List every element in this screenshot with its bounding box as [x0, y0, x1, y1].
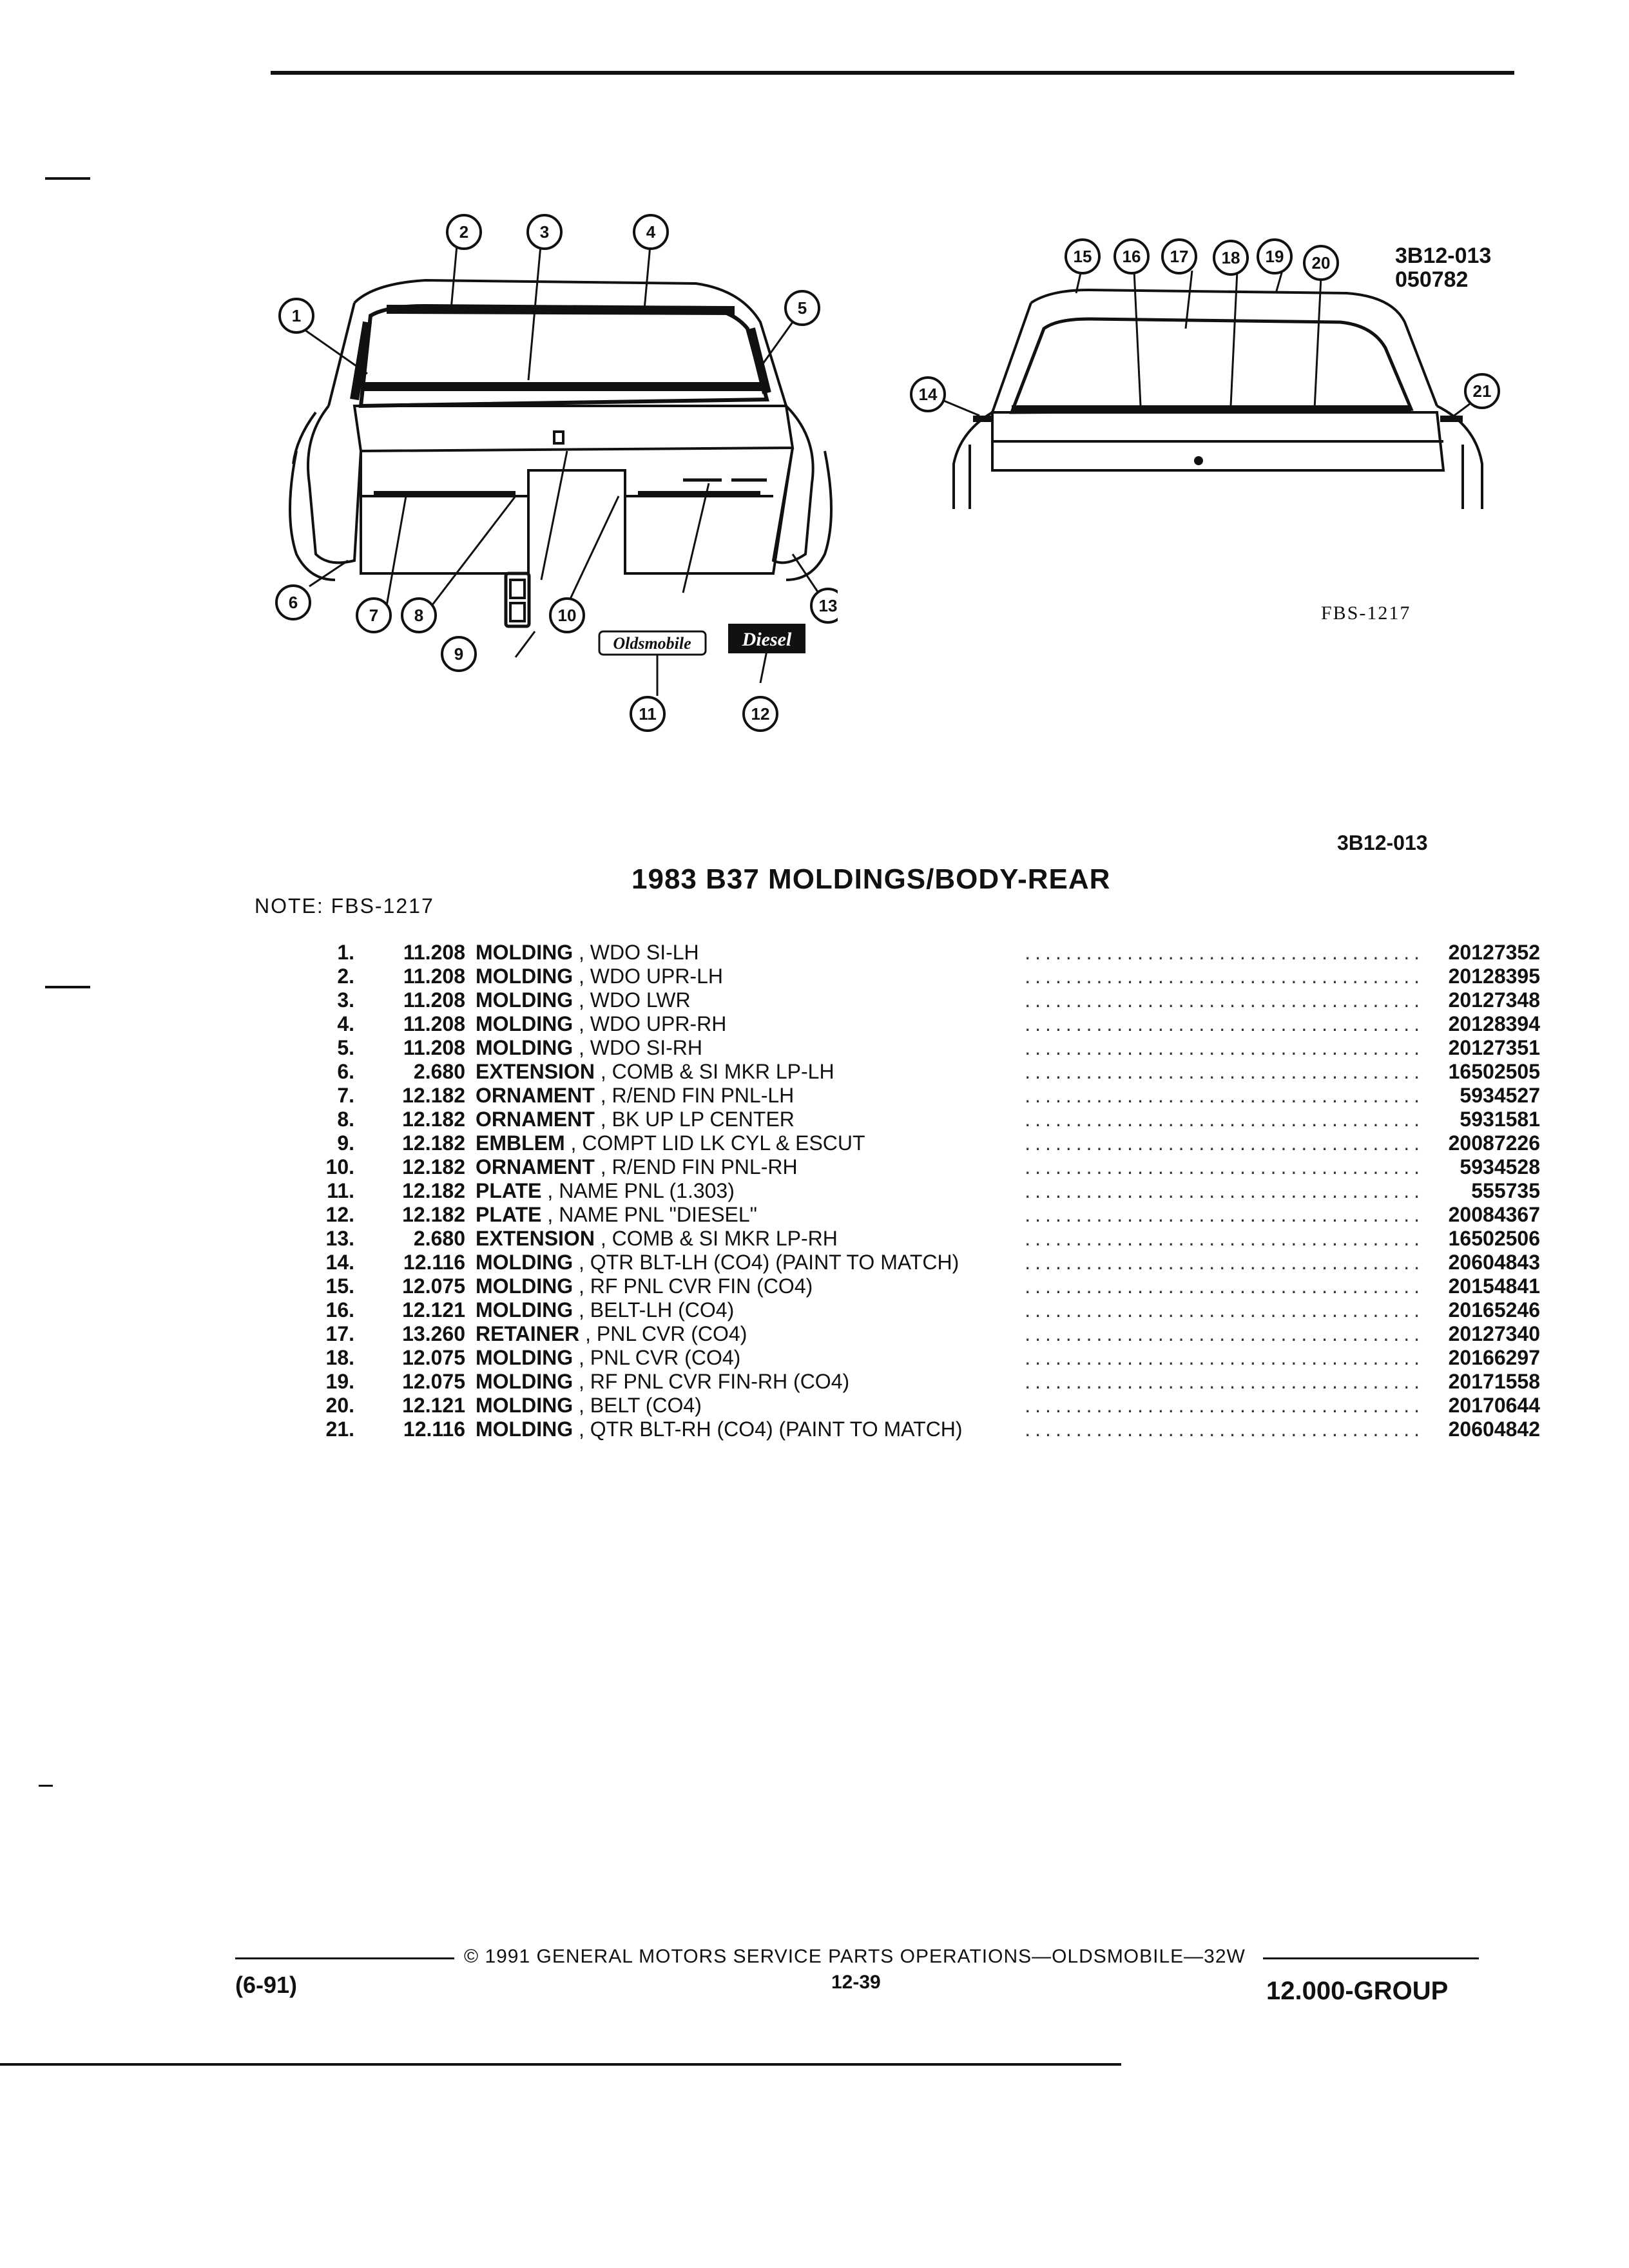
description	[476, 1108, 795, 1131]
part-name: MOLDING	[476, 988, 574, 1012]
table-row	[303, 1108, 1540, 1131]
callout-7: 7	[369, 606, 379, 625]
table-row	[303, 1060, 1540, 1084]
leader-dots: .......................................	[1025, 1298, 1424, 1321]
part-desc: , QTR BLT-LH (CO4) (PAINT TO MATCH)	[578, 1251, 959, 1274]
copyright: © 1991 GENERAL MOTORS SERVICE PARTS OPERATIONS—OLDSMOBILE—32W	[464, 1946, 1246, 1967]
description	[476, 988, 691, 1012]
item-number: 17.	[325, 1322, 354, 1345]
description	[476, 965, 723, 988]
part-desc: , PNL CVR (CO4)	[585, 1322, 747, 1345]
part-number: 20127348	[1448, 988, 1540, 1012]
group-number: 12.182	[402, 1179, 465, 1202]
group-number: 12.182	[402, 1084, 465, 1107]
group-number: 12.182	[402, 1108, 465, 1131]
table-row	[303, 1036, 1540, 1060]
callout-11: 11	[639, 704, 657, 724]
figure-ref-code: 3B12-013	[1395, 244, 1492, 268]
item-number: 5.	[337, 1036, 354, 1059]
group-number: 12.182	[402, 1131, 465, 1155]
leader-dots: .......................................	[1025, 1012, 1424, 1035]
item-number: 13.	[325, 1227, 354, 1250]
group-number: 2.680	[413, 1060, 465, 1083]
description	[476, 1012, 726, 1036]
part-number: 20087226	[1448, 1131, 1540, 1155]
part-desc: , NAME PNL "DIESEL"	[547, 1203, 758, 1226]
leader-dots: .......................................	[1025, 1227, 1424, 1250]
part-name: MOLDING	[476, 1394, 574, 1417]
description	[476, 1394, 702, 1418]
callout-13: 13	[818, 596, 838, 615]
table-row	[303, 1179, 1540, 1203]
description	[476, 941, 699, 965]
page-title: 1983 B37 MOLDINGS/BODY-REAR	[631, 863, 1111, 895]
group-number: 12.075	[402, 1370, 465, 1393]
part-desc: , COMPT LID LK CYL & ESCUT	[570, 1131, 865, 1155]
callout-6: 6	[288, 593, 298, 612]
part-number: 20154841	[1448, 1274, 1540, 1298]
part-name: PLATE	[476, 1179, 542, 1202]
part-number: 20127351	[1448, 1036, 1540, 1059]
item-number: 16.	[325, 1298, 354, 1321]
item-number: 20.	[325, 1394, 354, 1417]
part-number: 5934528	[1460, 1155, 1540, 1178]
item-number: 2.	[337, 965, 354, 988]
part-desc: , WDO LWR	[578, 988, 691, 1012]
leader-dots: .......................................	[1025, 1203, 1424, 1226]
leader-dots: .......................................	[1025, 1322, 1424, 1345]
table-row	[303, 988, 1540, 1012]
part-name: ORNAMENT	[476, 1108, 595, 1131]
margin-mark	[39, 1785, 53, 1787]
callout-3: 3	[539, 222, 550, 242]
page-number: 12-39	[831, 1972, 881, 1993]
group-number: 12.116	[403, 1251, 465, 1274]
leader-dots: .......................................	[1025, 1370, 1424, 1393]
bottom-rule	[0, 2063, 1121, 2066]
table-row	[303, 1203, 1540, 1227]
callout-17: 17	[1170, 247, 1189, 266]
part-number: 20127352	[1448, 941, 1540, 964]
part-desc: , R/END FIN PNL-RH	[600, 1155, 798, 1178]
part-number: 5931581	[1460, 1108, 1540, 1131]
leader-dots: .......................................	[1025, 1060, 1424, 1083]
description	[476, 1346, 740, 1370]
callout-19: 19	[1265, 247, 1284, 266]
item-number: 18.	[325, 1346, 354, 1369]
footer-rule-right	[1263, 1957, 1479, 1959]
part-number: 555735	[1471, 1179, 1540, 1202]
callout-20: 20	[1311, 253, 1331, 273]
parts-list	[303, 941, 1540, 1441]
item-number: 10.	[325, 1155, 354, 1178]
description	[476, 1155, 798, 1179]
part-name: EMBLEM	[476, 1131, 565, 1155]
table-row	[303, 1227, 1540, 1251]
description	[476, 1227, 838, 1251]
callout-4: 4	[646, 222, 656, 242]
part-desc: , NAME PNL (1.303)	[547, 1179, 735, 1202]
group-number: 12.182	[402, 1203, 465, 1226]
table-row	[303, 1251, 1540, 1274]
part-number: 20165246	[1448, 1298, 1540, 1321]
leader-dots: .......................................	[1025, 988, 1424, 1012]
part-name: MOLDING	[476, 1418, 574, 1441]
top-rule	[271, 71, 1514, 75]
item-number: 12.	[325, 1203, 354, 1226]
item-number: 4.	[337, 1012, 354, 1035]
margin-mark	[45, 177, 90, 180]
part-name: EXTENSION	[476, 1227, 595, 1250]
part-number: 16502506	[1448, 1227, 1540, 1250]
part-desc: , RF PNL CVR FIN (CO4)	[578, 1274, 813, 1298]
leader-dots: .......................................	[1025, 1155, 1424, 1178]
part-desc: , COMB & SI MKR LP-LH	[600, 1060, 834, 1083]
part-desc: , RF PNL CVR FIN-RH (CO4)	[578, 1370, 850, 1393]
part-desc: , WDO UPR-LH	[578, 965, 723, 988]
item-number: 11.	[327, 1179, 354, 1202]
part-desc: , PNL CVR (CO4)	[578, 1346, 741, 1369]
item-number: 3.	[337, 988, 354, 1012]
description	[476, 1274, 813, 1298]
description	[476, 1131, 865, 1155]
item-number: 19.	[325, 1370, 354, 1393]
part-number: 16502505	[1448, 1060, 1540, 1083]
callout-16: 16	[1122, 247, 1141, 266]
group-number: 13.260	[402, 1322, 465, 1345]
leader-dots: .......................................	[1025, 1108, 1424, 1131]
part-desc: , QTR BLT-RH (CO4) (PAINT TO MATCH)	[578, 1418, 963, 1441]
part-desc: , BELT (CO4)	[578, 1394, 702, 1417]
rear-body-illustration	[258, 193, 838, 741]
note: NOTE: FBS-1217	[255, 894, 434, 918]
callout-15: 15	[1073, 247, 1092, 266]
footer-rule-left	[235, 1957, 454, 1959]
part-number: 20166297	[1448, 1346, 1540, 1369]
part-name: PLATE	[476, 1203, 542, 1226]
part-name: ORNAMENT	[476, 1084, 595, 1107]
part-name: MOLDING	[476, 1370, 574, 1393]
description	[476, 1370, 849, 1394]
group-number: 2.680	[413, 1227, 465, 1250]
part-number: 20604843	[1448, 1251, 1540, 1274]
leader-dots: .......................................	[1025, 941, 1424, 964]
callout-8: 8	[414, 606, 424, 625]
table-row	[303, 1131, 1540, 1155]
group-number: 11.208	[403, 941, 465, 964]
table-row	[303, 965, 1540, 988]
group-number: 12.121	[402, 1298, 465, 1321]
callout-21: 21	[1472, 381, 1492, 401]
part-desc: , BK UP LP CENTER	[600, 1108, 795, 1131]
leader-dots: .......................................	[1025, 1251, 1424, 1274]
table-row	[303, 1394, 1540, 1418]
item-number: 14.	[325, 1251, 354, 1274]
part-desc: , COMB & SI MKR LP-RH	[600, 1227, 838, 1250]
description	[476, 1298, 734, 1322]
leader-dots: .......................................	[1025, 1394, 1424, 1417]
part-number: 20127340	[1448, 1322, 1540, 1345]
table-row	[303, 1370, 1540, 1394]
leader-dots: .......................................	[1025, 1179, 1424, 1202]
group-number: 12.075	[402, 1346, 465, 1369]
table-row	[303, 1346, 1540, 1370]
description	[476, 1060, 834, 1084]
part-desc: , WDO UPR-RH	[578, 1012, 727, 1035]
group-number: 11.208	[403, 1036, 465, 1059]
group-number: 11.208	[403, 1012, 465, 1035]
part-name: MOLDING	[476, 1012, 574, 1035]
part-number: 5934527	[1460, 1084, 1540, 1107]
callout-9: 9	[454, 644, 464, 664]
part-number: 20128394	[1448, 1012, 1540, 1035]
group-number: 11.208	[403, 988, 465, 1012]
description	[476, 1418, 963, 1441]
part-name: MOLDING	[476, 1251, 574, 1274]
group-number: 12.075	[402, 1274, 465, 1298]
table-row	[303, 1418, 1540, 1441]
leader-dots: .......................................	[1025, 1036, 1424, 1059]
description	[476, 1322, 747, 1346]
emblem-oldsmobile: Oldsmobile	[613, 634, 691, 653]
emblem-diesel: Diesel	[742, 629, 792, 650]
group-label: 12.000-GROUP	[1266, 1977, 1449, 2005]
table-row	[303, 1155, 1540, 1179]
leader-dots: .......................................	[1025, 1418, 1424, 1441]
part-number: 20171558	[1448, 1370, 1540, 1393]
callout-18: 18	[1221, 248, 1240, 267]
figure-ref-date: 050782	[1395, 267, 1469, 292]
item-number: 21.	[325, 1418, 354, 1441]
item-number: 1.	[337, 941, 354, 964]
part-number: 20128395	[1448, 965, 1540, 988]
part-desc: , WDO SI-RH	[578, 1036, 702, 1059]
callout-5: 5	[797, 298, 807, 318]
group-number: 11.208	[403, 965, 465, 988]
part-number: 20170644	[1448, 1394, 1540, 1417]
part-name: MOLDING	[476, 1346, 574, 1369]
part-number: 20604842	[1448, 1418, 1540, 1441]
table-row	[303, 1012, 1540, 1036]
item-number: 6.	[337, 1060, 354, 1083]
part-name: MOLDING	[476, 1298, 574, 1321]
item-number: 9.	[337, 1131, 354, 1155]
part-name: MOLDING	[476, 1274, 574, 1298]
table-row	[303, 1322, 1540, 1346]
figure-code: FBS-1217	[1321, 602, 1411, 624]
callout-14: 14	[918, 385, 938, 404]
description	[476, 1203, 757, 1227]
item-number: 7.	[337, 1084, 354, 1107]
table-row	[303, 1084, 1540, 1108]
description	[476, 1179, 735, 1203]
group-number: 12.121	[402, 1394, 465, 1417]
part-name: MOLDING	[476, 965, 574, 988]
leader-dots: .......................................	[1025, 965, 1424, 988]
header-ref: 3B12-013	[1337, 831, 1428, 854]
part-desc: , BELT-LH (CO4)	[578, 1298, 735, 1321]
table-row	[303, 1298, 1540, 1322]
callout-10: 10	[557, 606, 577, 625]
table-row	[303, 1274, 1540, 1298]
leader-dots: .......................................	[1025, 1131, 1424, 1155]
item-number: 8.	[337, 1108, 354, 1131]
group-number: 12.116	[403, 1418, 465, 1441]
part-name: MOLDING	[476, 1036, 574, 1059]
group-number: 12.182	[402, 1155, 465, 1178]
leader-dots: .......................................	[1025, 1346, 1424, 1369]
margin-mark	[45, 986, 90, 988]
part-desc: , R/END FIN PNL-LH	[600, 1084, 795, 1107]
description	[476, 1251, 959, 1274]
part-name: ORNAMENT	[476, 1155, 595, 1178]
callout-2: 2	[459, 222, 469, 242]
description	[476, 1036, 702, 1060]
leader-dots: .......................................	[1025, 1274, 1424, 1298]
part-desc: , WDO SI-LH	[578, 941, 699, 964]
part-name: RETAINER	[476, 1322, 580, 1345]
part-name: MOLDING	[476, 941, 574, 964]
leader-dots: .......................................	[1025, 1084, 1424, 1107]
callout-1: 1	[291, 306, 302, 325]
description	[476, 1084, 794, 1108]
callout-12: 12	[751, 704, 770, 724]
item-number: 15.	[325, 1274, 354, 1298]
part-number: 20084367	[1448, 1203, 1540, 1226]
footer-date: (6-91)	[235, 1972, 298, 1998]
part-name: EXTENSION	[476, 1060, 595, 1083]
table-row	[303, 941, 1540, 965]
